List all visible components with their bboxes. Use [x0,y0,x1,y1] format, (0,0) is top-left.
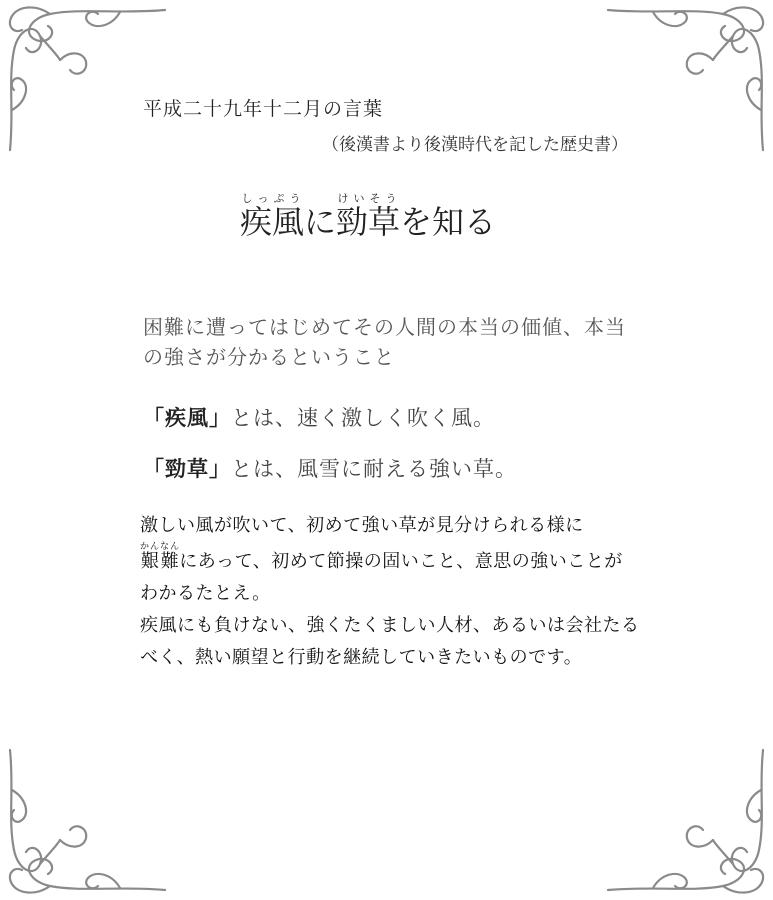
flourish-icon [0,0,170,160]
body-line-2-rest: にあって、初めて節操の固いこと、意思の強いことがわかるたとえ。 [140,551,623,604]
headline-rest: を知る [400,203,497,241]
proverb-meaning: 困難に遭ってはじめてその人間の本当の価値、本当の強さが分かるということ [143,315,626,369]
flourish-icon [603,0,773,160]
corner-flourish-bottom-left [0,740,170,900]
body-line-2 [140,542,640,610]
body-line-3: 疾風にも負けない、強くたくましい人材、あるいは会社たるべく、熱い願望と行動を継続していきたいものです。 [140,615,640,668]
definition-text: とは、風雪に耐える強い草。 [231,457,517,481]
headline-word-shippu [240,192,305,241]
source-note: （後漢書より後漢時代を記した歴史書） [322,135,628,155]
headline-ruby-1: しっぷう [240,192,305,205]
headline-particle: に [304,203,337,241]
headline-text [240,192,497,241]
page-title: 平成二十九年十二月の言葉 [143,98,384,120]
definition-term: 「疾風」 [143,406,231,430]
headline-kanji-1: 疾風 [240,203,305,241]
kannan-ruby: かんなん [140,542,181,552]
kannan-kanji: 艱難 [140,551,181,572]
word-kannan [140,542,181,572]
proverb-headline [240,192,496,243]
flourish-icon [603,740,773,900]
definition-term: 「勁草」 [143,457,231,481]
body-paragraph [140,510,640,674]
corner-flourish-bottom-right [603,740,773,900]
corner-flourish-top-right [603,0,773,160]
body-line-1: 激しい風が吹いて、初めて強い草が見分けられる様に [140,515,584,536]
corner-flourish-top-left [0,0,170,160]
definition-item [143,453,517,483]
headline-word-keiso [336,192,401,241]
definition-item [143,402,495,432]
headline-kanji-2: 勁草 [336,203,401,241]
definition-text: とは、速く激しく吹く風。 [231,406,495,430]
headline-ruby-2: けいそう [336,192,401,205]
flourish-icon [0,740,170,900]
